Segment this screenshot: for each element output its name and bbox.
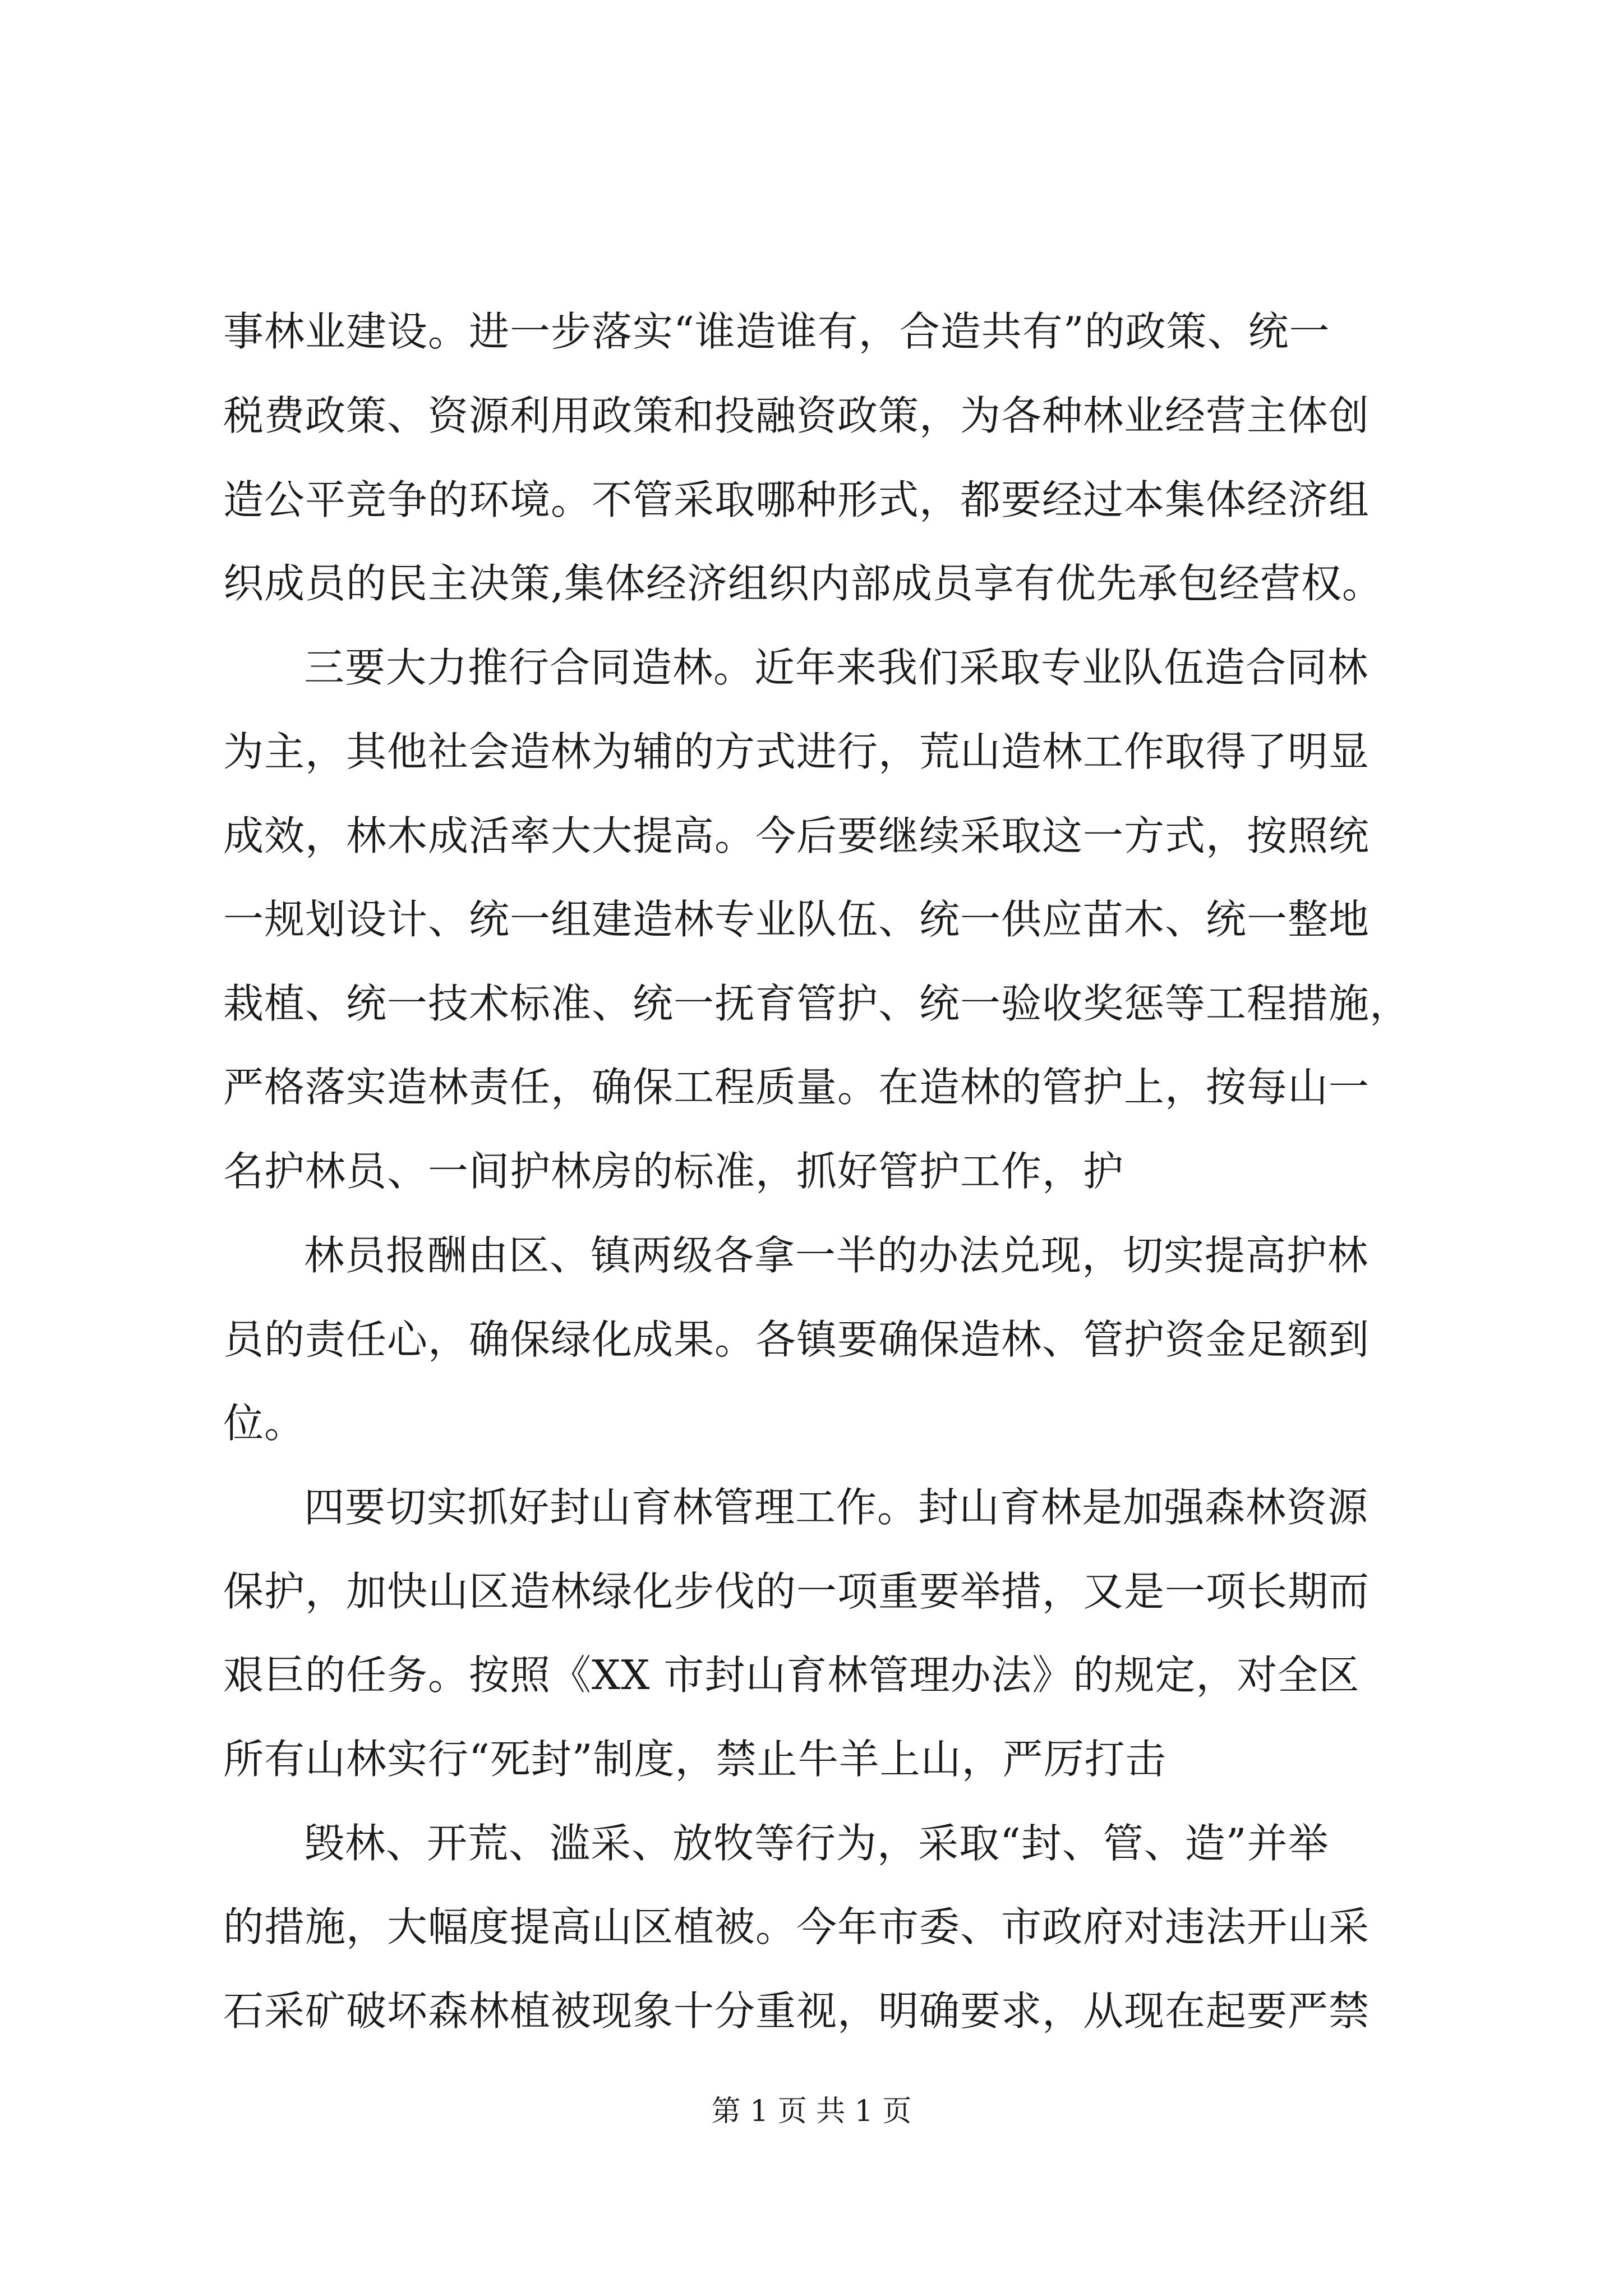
text-line: 成效，林木成活率大大提高。今后要继续采取这一方式，按照统 xyxy=(223,812,1370,859)
text-line: 的措施，大幅度提高山区植被。今年市委、市政府对违法开山采 xyxy=(223,1903,1370,1950)
text-line-indented: 三要大力推行合同造林。近年来我们采取专业队伍造合同林 xyxy=(304,644,1369,691)
page-footer: 第 1 页 共 1 页 xyxy=(711,2095,912,2128)
text-line: 所有山林实行“死封”制度，禁止牛羊上山，严厉打击 xyxy=(223,1736,1166,1783)
text-line: 事林业建设。进一步落实“谁造谁有，合造共有”的政策、统一 xyxy=(223,308,1330,355)
text-line: 艰巨的任务。按照《XX 市封山育林管理办法》的规定，对全区 xyxy=(223,1651,1360,1699)
text-line: 员的责任心，确保绿化成果。各镇要确保造林、管护资金足额到 xyxy=(223,1316,1370,1363)
text-line: 为主，其他社会造林为辅的方式进行，荒山造林工作取得了明显 xyxy=(223,728,1370,775)
text-line: 严格落实造林责任，确保工程质量。在造林的管护上，按每山一 xyxy=(223,1064,1370,1111)
text-line: 造公平竞争的环境。不管采取哪种形式，都要经过本集体经济组 xyxy=(223,476,1370,523)
text-line: 位。 xyxy=(223,1400,306,1447)
text-line: 保护，加快山区造林绿化步伐的一项重要举措，又是一项长期而 xyxy=(223,1568,1370,1615)
text-line-indented: 毁林、开荒、滥采、放牧等行为，采取“封、管、造”并举 xyxy=(304,1820,1329,1867)
text-line-indented: 林员报酬由区、镇两级各拿一半的办法兑现，切实提高护林 xyxy=(304,1232,1369,1279)
text-line-indented: 四要切实抓好封山育林管理工作。封山育林是加强森林资源 xyxy=(304,1484,1369,1531)
text-line: 石采矿破坏森林植被现象十分重视，明确要求，从现在起要严禁 xyxy=(223,1987,1370,2035)
text-line: 名护林员、一间护林房的标准，抓好管护工作，护 xyxy=(223,1148,1124,1195)
text-line: 织成员的民主决策,集体经济组织内部成员享有优先承包经营权。 xyxy=(223,560,1383,607)
text-line: 税费政策、资源利用政策和投融资政策，为各种林业经营主体创 xyxy=(223,392,1370,439)
text-line: 一规划设计、统一组建造林专业队伍、统一供应苗木、统一整地 xyxy=(223,896,1370,943)
text-line: 栽植、统一技术标准、统一抚育管护、统一验收奖惩等工程措施， xyxy=(223,980,1411,1027)
